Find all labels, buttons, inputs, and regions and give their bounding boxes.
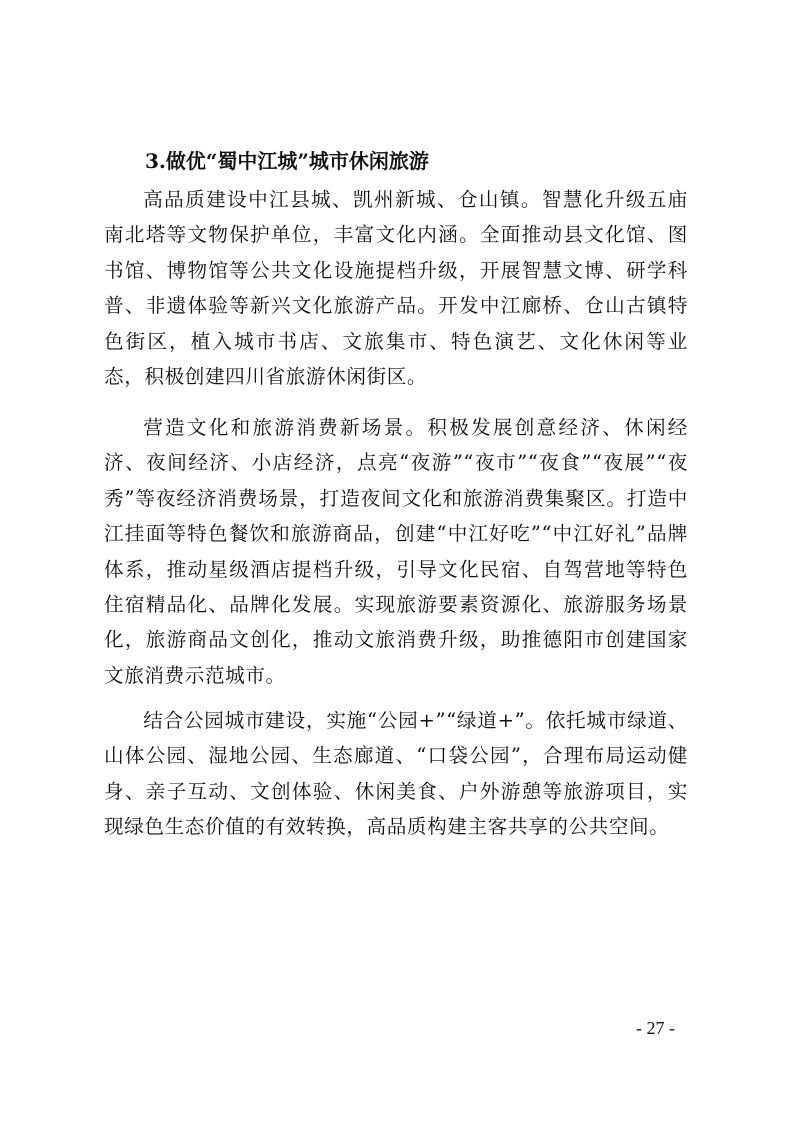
section-heading: 3.做优“蜀中江城”城市休闲旅游 [145, 149, 429, 173]
paragraph-city-construction: 高品质建设中江县城、凯州新城、仓山镇。智慧化升级五庙南北塔等文物保护单位，丰富文化内涵。全面推动县文化馆、图书馆、博物馆等公共文化设施提档升级，开展智慧文博、研学科普、非遗体验等新兴文化旅游产品。开发中江廊桥、仓山古镇特色街区，植入城市书店、文旅集市、特色演艺、文化休闲等业态，积极创建四川省旅游休闲街区。 [104, 188, 688, 389]
page-number: - 27 - [636, 1018, 675, 1038]
paragraph-consumption-scenes: 营造文化和旅游消费新场景。积极发展创意经济、休闲经济、夜间经济、小店经济，点亮“夜游”“夜市”“夜食”“夜展”“夜秀”等夜经济消费场景，打造夜间文化和旅游消费集聚区。打造中江挂面等特色餐饮和旅游商品，创建“中江好吃”“中江好礼”品牌体系，推动星级酒店提档升级，引导文化民宿、自驾营地等特色住宿精品化、品牌化发展。实现旅游要素资源化、旅游服务场景化，旅游商品文创化，推动文旅消费升级，助推德阳市创建国家文旅消费示范城市。 [104, 416, 688, 687]
paragraph-park-city: 结合公园城市建设，实施“公园+”“绿道+”。依托城市绿道、山体公园、湿地公园、生态廊道、“口袋公园”，合理布局运动健身、亲子互动、文创体验、休闲美食、户外游憩等旅游项目，实现绿色生态价值的有效转换，高品质构建主客共享的公共空间。 [104, 709, 688, 839]
